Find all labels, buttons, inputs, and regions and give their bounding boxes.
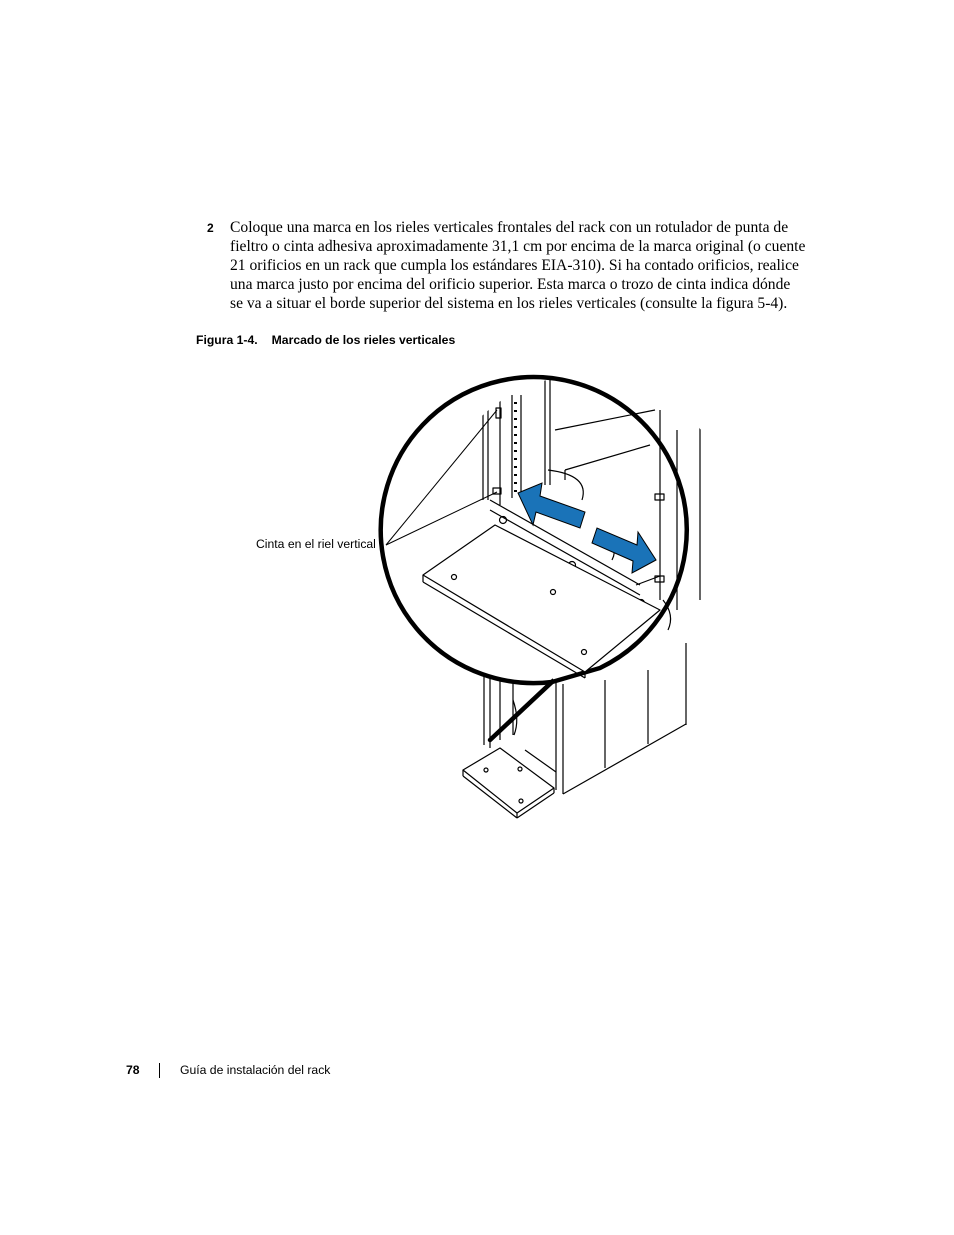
step-line: Coloque una marca en los rieles verticales frontales del rack con un rotulador de punta de xyxy=(230,219,789,236)
figure-label: Figura 1-4. xyxy=(196,333,258,347)
step-line: fieltro o cinta adhesiva aproximadamente 31,1 cm por encima de la marca original (o cuente xyxy=(230,238,806,255)
step-line: 21 orificios en un rack que cumpla los estándares EIA-310). Si ha contado orificios, realice xyxy=(230,257,799,274)
step-line: se va a situar el borde superior del sistema en los rieles verticales (consulte la figura 5-4). xyxy=(230,295,788,312)
footer-title: Guía de instalación del rack xyxy=(180,1063,331,1077)
lower-shelf xyxy=(463,748,554,813)
step-line: una marca justo por encima del orificio superior. Esta marca o trozo de cinta indica dónde xyxy=(230,276,791,293)
callout-label: Cinta en el riel vertical xyxy=(256,537,376,551)
footer-divider xyxy=(159,1063,160,1078)
step-number: 2 xyxy=(207,221,214,235)
figure-title: Marcado de los rieles verticales xyxy=(271,333,456,347)
page-number: 78 xyxy=(126,1063,140,1077)
